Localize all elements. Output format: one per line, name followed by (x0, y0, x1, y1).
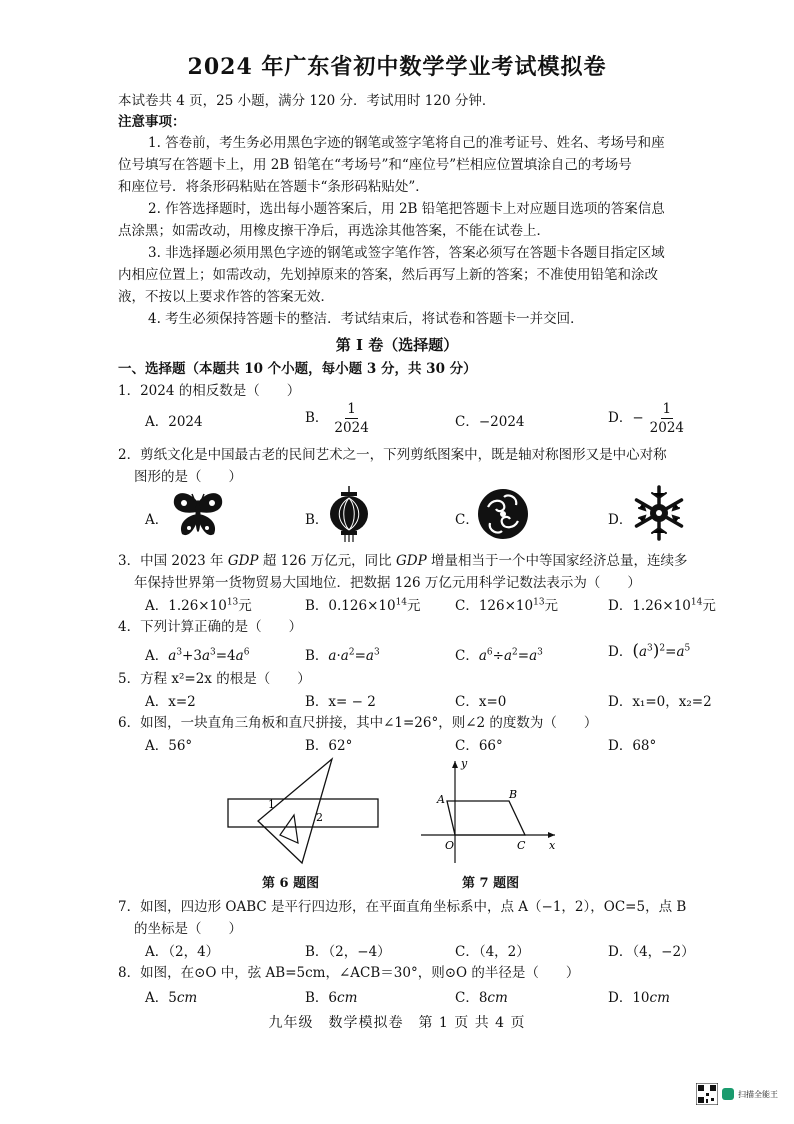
q4-option-c: C．$a^6\div a^2=a^3$ (455, 647, 543, 664)
q8-option-d: D．10cm (608, 990, 670, 1006)
q7-option-b: B．（2，−4） (305, 944, 391, 960)
q7-stem-line-2: 的坐标是（ ） (134, 921, 242, 937)
q4-option-b: B．$a\cdot a^2=a^3$ (305, 647, 380, 664)
q2-option-b: B． (305, 512, 329, 528)
q3-option-b: B．$0.126\times 10^{14}$元 (305, 597, 421, 614)
q3-stem-line-2: 年保持世界第一货物贸易大国地位．把数据 126 万亿元用科学记数法表示为（ ） (134, 575, 641, 591)
qr-code-icon (696, 1083, 718, 1105)
point-b-label: B (509, 788, 518, 801)
section-title: 第 I 卷（选择题） (335, 336, 459, 354)
q7-option-c: C．（4，2） (455, 944, 530, 960)
q6-option-c: C．66° (455, 738, 503, 754)
angle-2-label: 2 (316, 811, 323, 824)
point-a-label: A (437, 793, 445, 806)
q1-stem: 1．2024 的相反数是（ ） (118, 383, 301, 399)
q3-stem-line-1: 3．中国 2023 年 GDP 超 126 万亿元，同比 GDP 增量相当于一个中等国家经济总量，连续多 (118, 553, 688, 569)
q1-b-fraction: $\frac{1}{2024}$ (334, 401, 369, 436)
notice-1-line-1: 1. 答卷前，考生务必用黑色字迹的钢笔或签字笔将自己的准考证号、姓名、考场号和座 (148, 135, 665, 151)
q5-stem: 5．方程 x²=2x 的根是（ ） (118, 671, 311, 687)
ruler-shape (228, 799, 378, 827)
q1-option-a: A．2024 (145, 414, 203, 430)
q5-option-a: A．x=2 (145, 694, 196, 710)
x-axis-label: x (549, 839, 556, 852)
q6-stem: 6．如图，一块直角三角板和直尺拼接，其中∠1=26°，则∠2 的度数为（ ） (118, 715, 598, 731)
q2-option-d: D． (608, 512, 633, 528)
q3-option-c: C．$126\times 10^{13}$元 (455, 597, 559, 614)
parallelogram-oabc (447, 801, 525, 835)
q5-option-d: D．x₁=0，x₂=2 (608, 694, 712, 710)
q2-stem-line-1: 2．剪纸文化是中国最古老的民间艺术之一，下列剪纸图案中，既是轴对称图形又是中心对称 (118, 447, 667, 463)
q6-option-a: A．56° (145, 738, 193, 754)
notice-2-line-1: 2. 作答选择题时，选出每小题答案后，用 2B 铅笔把答题卡上对应题目选项的答案信息 (148, 201, 665, 217)
q6-option-d: D．68° (608, 738, 657, 754)
q8-option-c: C．8cm (455, 990, 508, 1006)
butterfly-papercut-icon (170, 488, 226, 540)
round-cloud-papercut-icon (476, 487, 530, 541)
point-c-label: C (517, 839, 526, 852)
q5-option-c: C．x=0 (455, 694, 507, 710)
notice-3-line-2: 内相应位置上；如需改动，先划掉原来的答案，然后再写上新的答案；不准使用铅笔和涂改 (118, 267, 658, 283)
scanner-app-logo-icon (722, 1088, 734, 1100)
q3-option-d: D．$1.26\times 10^{14}$元 (608, 597, 716, 614)
q6-option-b: B．62° (305, 738, 353, 754)
q4-stem: 4．下列计算正确的是（ ） (118, 619, 303, 635)
notice-1-line-2: 位号填写在答题卡上，用 2B 铅笔在“考场号”和“座位号”栏相应位置填涂自己的考场号 (118, 157, 632, 173)
q1-option-b: B． $\frac{1}{2024}$ (305, 401, 369, 436)
y-axis-arrow-icon (452, 761, 458, 768)
notice-2-line-2: 点涂黑；如需改动，用橡皮擦干净后，再选涂其他答案，不能在试卷上． (118, 223, 550, 239)
figure-6-ruler-triangle (222, 757, 384, 867)
angle-1-label: 1 (268, 798, 275, 811)
q8-option-a: A．5cm (145, 990, 198, 1006)
q2-option-a: A． (145, 512, 169, 528)
notice-1-line-3: 和座位号．将条形码粘贴在答题卡“条形码粘贴处”． (118, 179, 429, 195)
exam-intro: 本试卷共 4 页，25 小题，满分 120 分．考试用时 120 分钟． (118, 93, 496, 109)
snowflake-papercut-icon (630, 484, 688, 542)
q4-option-a: A．$a^3+3a^3=4a^6$ (145, 647, 250, 664)
notice-3-line-3: 液，不按以上要求作答的答案无效． (118, 289, 334, 305)
part-title: 一、选择题（本题共 10 个小题，每小题 3 分，共 30 分） (118, 361, 477, 377)
q1-d-fraction: $\frac{1}{2024}$ (649, 401, 684, 436)
q8-stem: 8．如图，在⊙O 中，弦 AB=5cm，∠ACB＝30°，则⊙O 的半径是（ ） (118, 965, 580, 981)
q3-option-a: A．$1.26\times 10^{13}$元 (145, 597, 252, 614)
notice-4-line-1: 4. 考生必须保持答题卡的整洁．考试结束后，将试卷和答题卡一并交回． (148, 311, 584, 327)
figure-7-coordinate-plane (415, 755, 565, 870)
q8-option-b: B．6cm (305, 990, 358, 1006)
q2-stem-line-2: 图形的是（ ） (134, 469, 242, 485)
q5-option-b: B．x= − 2 (305, 694, 376, 710)
q1-option-d: D．− $\frac{1}{2024}$ (608, 401, 684, 436)
figure-7-caption: 第 7 题图 (462, 876, 520, 891)
q7-option-d: D．（4，−2） (608, 944, 695, 960)
point-o-label: O (445, 839, 455, 852)
scanner-watermark (696, 1083, 778, 1105)
notice-title: 注意事项： (118, 114, 186, 130)
q2-option-c: C． (455, 512, 479, 528)
scanner-brand-text: 扫描全能王 (738, 1089, 778, 1099)
page-title: 2024 年广东省初中数学学业考试模拟卷 (187, 54, 607, 80)
y-axis-label: y (461, 757, 468, 770)
x-axis-arrow-icon (548, 832, 555, 838)
figure-6-caption: 第 6 题图 (262, 876, 320, 891)
set-square-inner (280, 815, 298, 843)
q7-stem-line-1: 7．如图，四边形 OABC 是平行四边形，在平面直角坐标系中，点 A（−1，2），OC=5，点 B (118, 899, 687, 915)
page-footer: 九年级 数学模拟卷 第 1 页 共 4 页 (268, 1015, 526, 1031)
q4-option-d: D．$(a^3)^2=a^5$ (608, 641, 691, 661)
q7-option-a: A．（2，4） (145, 944, 220, 960)
q1-option-c: C．−2024 (455, 414, 525, 430)
lantern-papercut-icon (326, 486, 372, 542)
notice-3-line-1: 3. 非选择题必须用黑色字迹的钢笔或签字笔作答，答案必须写在答题卡各题目指定区域 (148, 245, 665, 261)
